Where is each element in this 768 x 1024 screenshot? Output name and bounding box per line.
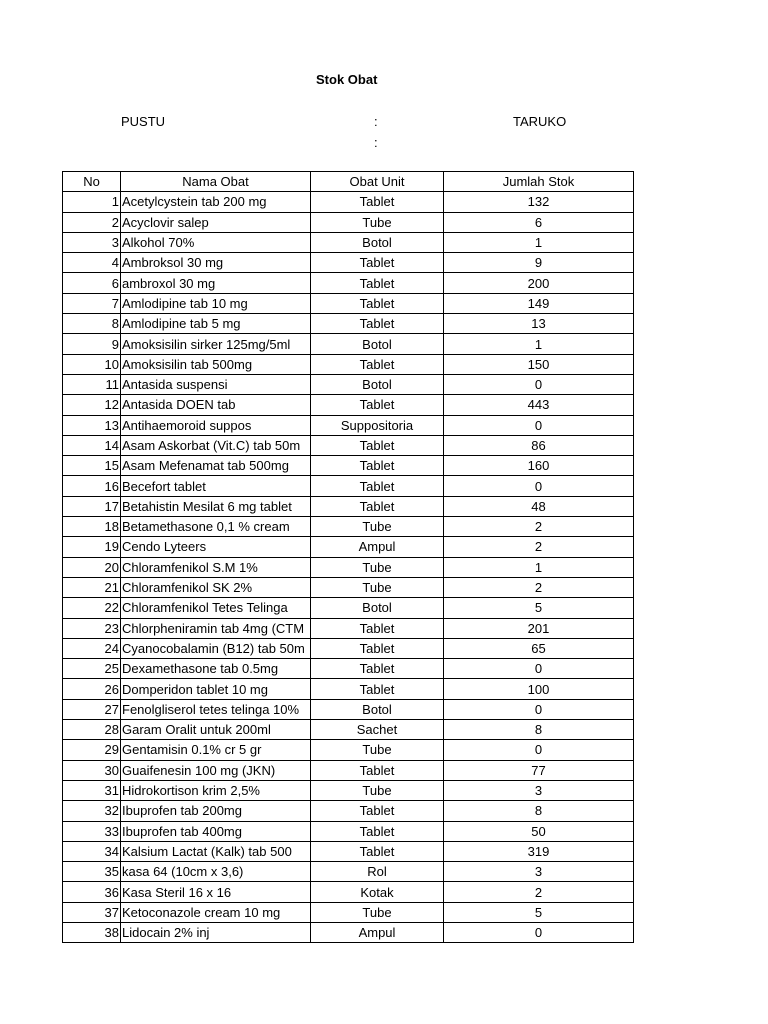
cell-obat-unit: Tablet (311, 435, 444, 455)
cell-jumlah-stok: 160 (444, 456, 634, 476)
cell-jumlah-stok: 50 (444, 821, 634, 841)
cell-nama-obat: Lidocain 2% inj (121, 922, 311, 942)
cell-nama-obat: Cyanocobalamin (B12) tab 50m (121, 638, 311, 658)
cell-jumlah-stok: 65 (444, 638, 634, 658)
cell-no: 10 (63, 354, 121, 374)
cell-jumlah-stok: 0 (444, 659, 634, 679)
table-row (63, 922, 634, 942)
cell-no: 15 (63, 456, 121, 476)
table-row (63, 334, 634, 354)
cell-no: 7 (63, 293, 121, 313)
cell-jumlah-stok: 132 (444, 192, 634, 212)
cell-nama-obat: Chlorpheniramin tab 4mg (CTM (121, 618, 311, 638)
cell-nama-obat: Amlodipine tab 5 mg (121, 314, 311, 334)
cell-obat-unit: Sachet (311, 720, 444, 740)
cell-no: 23 (63, 618, 121, 638)
cell-nama-obat: Antasida suspensi (121, 374, 311, 394)
cell-jumlah-stok: 149 (444, 293, 634, 313)
cell-no: 32 (63, 801, 121, 821)
table-row (63, 902, 634, 922)
cell-jumlah-stok: 3 (444, 862, 634, 882)
table-row (63, 415, 634, 435)
cell-nama-obat: Amlodipine tab 10 mg (121, 293, 311, 313)
cell-obat-unit: Tablet (311, 456, 444, 476)
cell-no: 20 (63, 557, 121, 577)
cell-no: 30 (63, 760, 121, 780)
cell-jumlah-stok: 6 (444, 212, 634, 232)
cell-nama-obat: Acetylcystein tab 200 mg (121, 192, 311, 212)
cell-jumlah-stok: 2 (444, 882, 634, 902)
cell-no: 1 (63, 192, 121, 212)
table-row (63, 537, 634, 557)
pustu-label: PUSTU (121, 114, 166, 129)
cell-obat-unit: Suppositoria (311, 415, 444, 435)
cell-no: 24 (63, 638, 121, 658)
table-row (63, 760, 634, 780)
table-row (63, 293, 634, 313)
cell-no: 28 (63, 720, 121, 740)
cell-obat-unit: Tube (311, 577, 444, 597)
cell-obat-unit: Tube (311, 517, 444, 537)
column-header-no: No (63, 172, 121, 192)
cell-obat-unit: Tablet (311, 760, 444, 780)
table-row (63, 273, 634, 293)
cell-obat-unit: Tube (311, 780, 444, 800)
cell-obat-unit: Tube (311, 740, 444, 760)
stock-table (62, 171, 634, 943)
cell-obat-unit: Botol (311, 598, 444, 618)
pustu-value: TARUKO (513, 114, 567, 129)
table-row (63, 801, 634, 821)
table-row (63, 821, 634, 841)
cell-jumlah-stok: 0 (444, 476, 634, 496)
cell-no: 8 (63, 314, 121, 334)
table-row (63, 598, 634, 618)
cell-obat-unit: Tablet (311, 821, 444, 841)
cell-jumlah-stok: 0 (444, 415, 634, 435)
cell-jumlah-stok: 2 (444, 577, 634, 597)
table-row (63, 659, 634, 679)
cell-obat-unit: Botol (311, 334, 444, 354)
table-row (63, 456, 634, 476)
table-row (63, 395, 634, 415)
cell-obat-unit: Tablet (311, 314, 444, 334)
column-header-nama-obat: Nama Obat (121, 172, 311, 192)
cell-jumlah-stok: 1 (444, 557, 634, 577)
cell-no: 13 (63, 415, 121, 435)
table-row (63, 232, 634, 252)
cell-no: 2 (63, 212, 121, 232)
cell-no: 35 (63, 862, 121, 882)
cell-nama-obat: Gentamisin 0.1% cr 5 gr (121, 740, 311, 760)
cell-nama-obat: Amoksisilin tab 500mg (121, 354, 311, 374)
cell-obat-unit: Tablet (311, 253, 444, 273)
cell-nama-obat: Fenolgliserol tetes telinga 10% (121, 699, 311, 719)
page-title: Stok Obat (316, 72, 378, 87)
cell-obat-unit: Tube (311, 212, 444, 232)
cell-nama-obat: Domperidon tablet 10 mg (121, 679, 311, 699)
cell-jumlah-stok: 1 (444, 232, 634, 252)
cell-nama-obat: kasa 64 (10cm x 3,6) (121, 862, 311, 882)
table-row (63, 435, 634, 455)
table-row (63, 192, 634, 212)
cell-no: 22 (63, 598, 121, 618)
cell-jumlah-stok: 8 (444, 801, 634, 821)
cell-no: 17 (63, 496, 121, 516)
cell-no: 21 (63, 577, 121, 597)
table-row (63, 212, 634, 232)
cell-obat-unit: Tablet (311, 638, 444, 658)
table-row (63, 699, 634, 719)
table-header-row (63, 172, 634, 192)
table-row (63, 496, 634, 516)
table-row (63, 780, 634, 800)
cell-no: 26 (63, 679, 121, 699)
cell-nama-obat: Acyclovir salep (121, 212, 311, 232)
cell-jumlah-stok: 48 (444, 496, 634, 516)
cell-nama-obat: Chloramfenikol Tetes Telinga (121, 598, 311, 618)
cell-obat-unit: Botol (311, 699, 444, 719)
table-row (63, 557, 634, 577)
cell-no: 19 (63, 537, 121, 557)
cell-jumlah-stok: 150 (444, 354, 634, 374)
cell-no: 3 (63, 232, 121, 252)
cell-jumlah-stok: 13 (444, 314, 634, 334)
cell-jumlah-stok: 5 (444, 598, 634, 618)
cell-no: 9 (63, 334, 121, 354)
table-row (63, 679, 634, 699)
table-row (63, 517, 634, 537)
cell-nama-obat: Hidrokortison krim 2,5% (121, 780, 311, 800)
cell-obat-unit: Tablet (311, 354, 444, 374)
table-row (63, 638, 634, 658)
cell-nama-obat: Cendo Lyteers (121, 537, 311, 557)
cell-obat-unit: Tube (311, 557, 444, 577)
table-row (63, 862, 634, 882)
cell-nama-obat: Becefort tablet (121, 476, 311, 496)
cell-jumlah-stok: 201 (444, 618, 634, 638)
cell-obat-unit: Tablet (311, 841, 444, 861)
cell-obat-unit: Botol (311, 374, 444, 394)
cell-nama-obat: Chloramfenikol S.M 1% (121, 557, 311, 577)
header-colon-1: : (374, 114, 378, 129)
cell-obat-unit: Botol (311, 232, 444, 252)
cell-nama-obat: Dexamethasone tab 0.5mg (121, 659, 311, 679)
cell-no: 14 (63, 435, 121, 455)
cell-jumlah-stok: 0 (444, 699, 634, 719)
table-row (63, 354, 634, 374)
cell-nama-obat: Kasa Steril 16 x 16 (121, 882, 311, 902)
cell-nama-obat: Betahistin Mesilat 6 mg tablet (121, 496, 311, 516)
cell-obat-unit: Tablet (311, 476, 444, 496)
cell-jumlah-stok: 0 (444, 740, 634, 760)
cell-no: 36 (63, 882, 121, 902)
cell-nama-obat: Chloramfenikol SK 2% (121, 577, 311, 597)
cell-no: 16 (63, 476, 121, 496)
cell-obat-unit: Tablet (311, 273, 444, 293)
table-row (63, 314, 634, 334)
cell-nama-obat: Ibuprofen tab 200mg (121, 801, 311, 821)
column-header-jumlah-stok: Jumlah Stok (444, 172, 634, 192)
cell-obat-unit: Kotak (311, 882, 444, 902)
cell-obat-unit: Tablet (311, 801, 444, 821)
cell-obat-unit: Tablet (311, 192, 444, 212)
cell-jumlah-stok: 5 (444, 902, 634, 922)
table-row (63, 374, 634, 394)
cell-no: 6 (63, 273, 121, 293)
cell-nama-obat: Garam Oralit untuk 200ml (121, 720, 311, 740)
cell-jumlah-stok: 0 (444, 922, 634, 942)
cell-no: 18 (63, 517, 121, 537)
cell-obat-unit: Tablet (311, 618, 444, 638)
cell-nama-obat: Ibuprofen tab 400mg (121, 821, 311, 841)
cell-jumlah-stok: 2 (444, 537, 634, 557)
cell-obat-unit: Ampul (311, 537, 444, 557)
cell-no: 29 (63, 740, 121, 760)
table-row (63, 618, 634, 638)
cell-obat-unit: Tube (311, 902, 444, 922)
cell-obat-unit: Ampul (311, 922, 444, 942)
cell-jumlah-stok: 319 (444, 841, 634, 861)
cell-nama-obat: Betamethasone 0,1 % cream (121, 517, 311, 537)
column-header-obat-unit: Obat Unit (311, 172, 444, 192)
cell-jumlah-stok: 9 (444, 253, 634, 273)
cell-no: 12 (63, 395, 121, 415)
cell-jumlah-stok: 2 (444, 517, 634, 537)
table-row (63, 882, 634, 902)
cell-jumlah-stok: 100 (444, 679, 634, 699)
cell-obat-unit: Tablet (311, 293, 444, 313)
cell-no: 31 (63, 780, 121, 800)
cell-nama-obat: Kalsium Lactat (Kalk) tab 500 (121, 841, 311, 861)
cell-obat-unit: Tablet (311, 496, 444, 516)
cell-nama-obat: Ambroksol 30 mg (121, 253, 311, 273)
cell-no: 38 (63, 922, 121, 942)
cell-obat-unit: Tablet (311, 659, 444, 679)
table-row (63, 476, 634, 496)
table-row (63, 720, 634, 740)
cell-no: 4 (63, 253, 121, 273)
cell-obat-unit: Rol (311, 862, 444, 882)
cell-nama-obat: Antihaemoroid suppos (121, 415, 311, 435)
cell-jumlah-stok: 0 (444, 374, 634, 394)
cell-no: 37 (63, 902, 121, 922)
cell-no: 11 (63, 374, 121, 394)
cell-no: 25 (63, 659, 121, 679)
header-colon-2: : (374, 135, 378, 150)
table-row (63, 740, 634, 760)
cell-nama-obat: Antasida DOEN tab (121, 395, 311, 415)
cell-jumlah-stok: 86 (444, 435, 634, 455)
cell-no: 34 (63, 841, 121, 861)
cell-obat-unit: Tablet (311, 395, 444, 415)
cell-nama-obat: Ketoconazole cream 10 mg (121, 902, 311, 922)
cell-jumlah-stok: 3 (444, 780, 634, 800)
table-row (63, 253, 634, 273)
cell-obat-unit: Tablet (311, 679, 444, 699)
table-row (63, 577, 634, 597)
cell-nama-obat: Amoksisilin sirker 125mg/5ml (121, 334, 311, 354)
cell-jumlah-stok: 8 (444, 720, 634, 740)
cell-jumlah-stok: 77 (444, 760, 634, 780)
cell-jumlah-stok: 443 (444, 395, 634, 415)
cell-nama-obat: Alkohol 70% (121, 232, 311, 252)
cell-no: 33 (63, 821, 121, 841)
cell-nama-obat: Guaifenesin 100 mg (JKN) (121, 760, 311, 780)
cell-nama-obat: Asam Askorbat (Vit.C) tab 50m (121, 435, 311, 455)
cell-jumlah-stok: 200 (444, 273, 634, 293)
cell-jumlah-stok: 1 (444, 334, 634, 354)
cell-nama-obat: Asam Mefenamat tab 500mg (121, 456, 311, 476)
table-row (63, 841, 634, 861)
cell-no: 27 (63, 699, 121, 719)
cell-nama-obat: ambroxol 30 mg (121, 273, 311, 293)
